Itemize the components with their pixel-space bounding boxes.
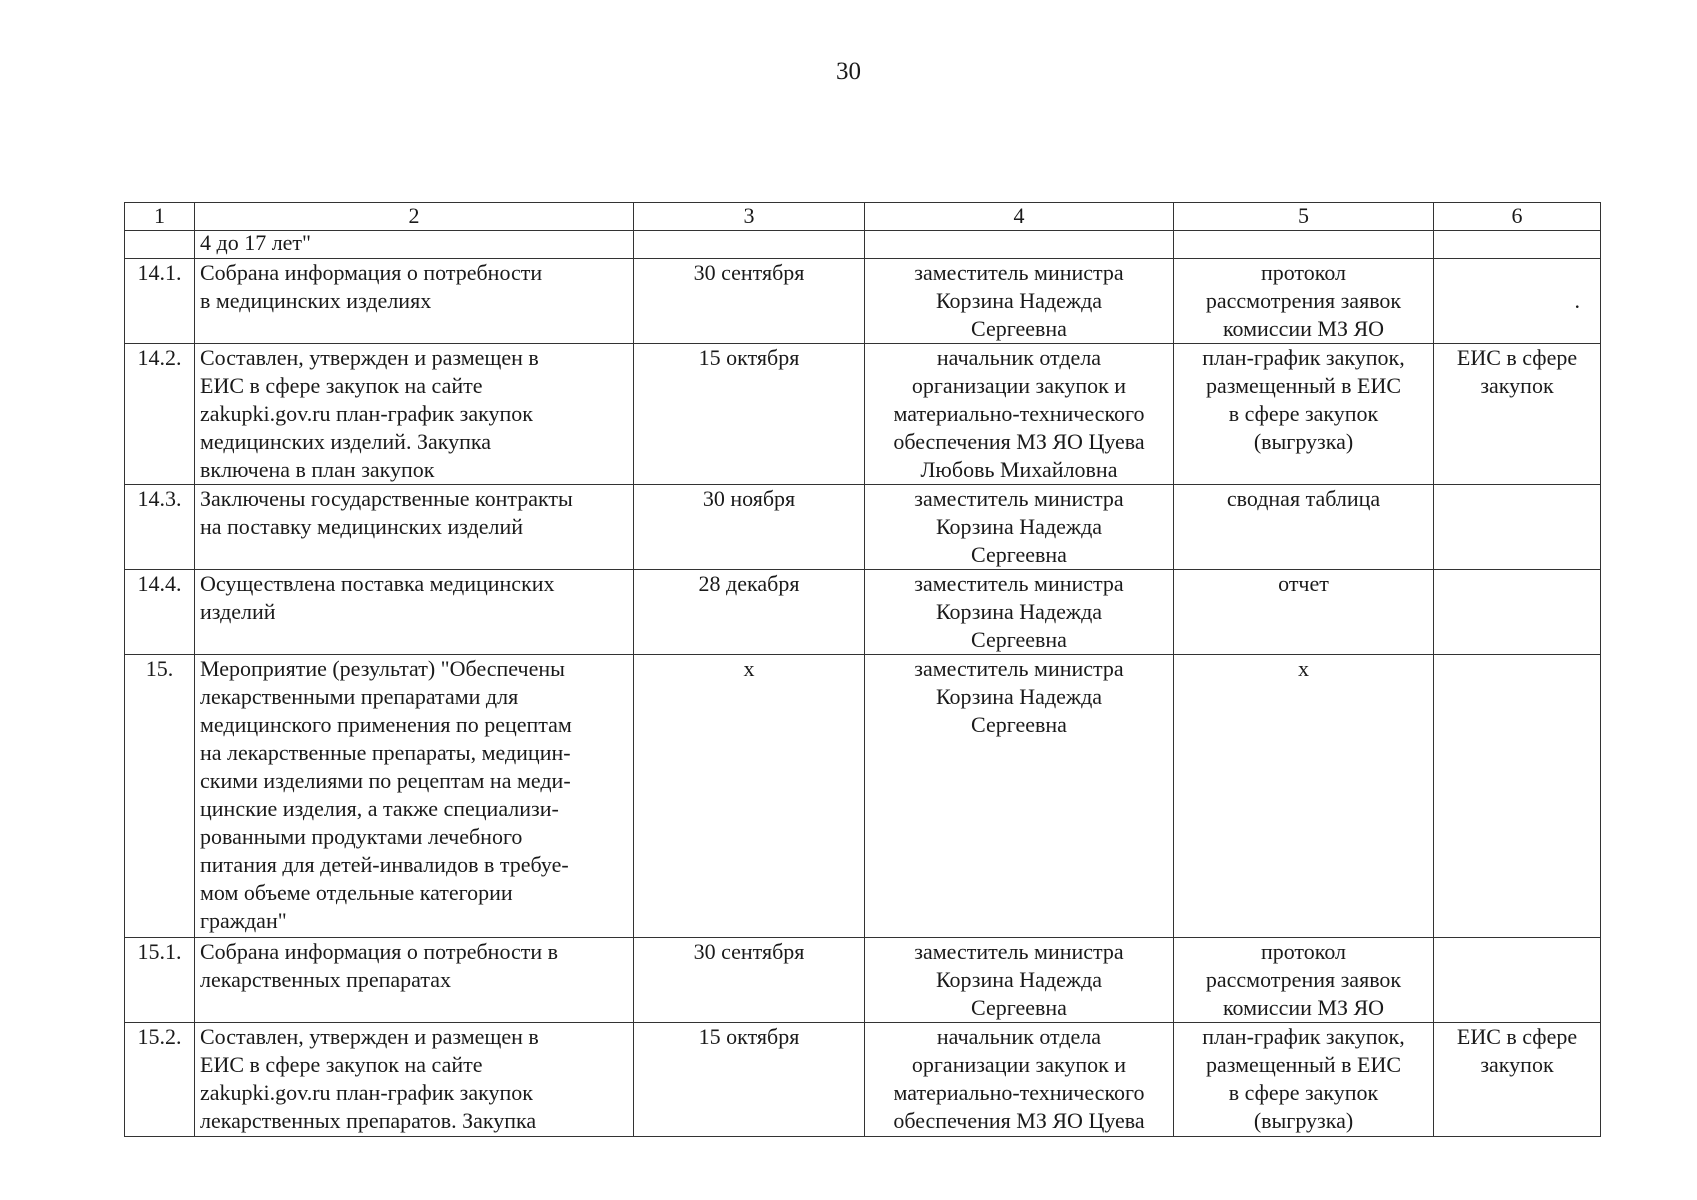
row-responsible-cell [865,344,1174,485]
column-number-header: 6 [1434,203,1601,231]
table-cell [634,231,865,259]
row-deadline: 30 сентября [634,259,865,344]
row-deadline: 15 октября [634,344,865,485]
row-text-cell [195,570,634,655]
row-description: Составлен, утвержден и размещен в ЕИС в сфере закупок на сайте zakupki.gov.ru план-график закупок лекарственных препаратов. Закупка [200,1024,539,1133]
row-system-cell [1434,344,1601,485]
plan-table [124,202,1601,1137]
row-document: протокол рассмотрения заявок комиссии МЗ ЯО [1205,939,1402,1020]
table-row [125,570,1601,655]
row-text-cell [195,655,634,938]
column-number-header: 3 [634,203,865,231]
row-document: план-график закупок, размещенный в ЕИС в сфере закупок (выгрузка) [1202,345,1405,454]
table-row [125,259,1601,344]
row-description: Собрана информация о потребности в медицинских изделиях [200,260,543,313]
row-document-cell [1174,938,1434,1023]
row-number: 15. [125,655,195,938]
table-row [125,485,1601,570]
row-responsible: заместитель министра Корзина Надежда Сергеевна [914,571,1124,652]
row-text-cell [195,344,634,485]
column-number-header: 1 [125,203,195,231]
row-responsible: начальник отдела организации закупок и материально-технического обеспечения МЗ ЯО Цуева Любовь Михайловна [893,345,1145,482]
table-cell [1434,231,1601,259]
row-deadline: 28 декабря [634,570,865,655]
row-description: Составлен, утвержден и размещен в ЕИС в сфере закупок на сайте zakupki.gov.ru план-график закупок медицинских изделий. Закупка включена в план закупок [200,345,539,482]
row-system-cell [1434,570,1601,655]
row-deadline: 30 сентября [634,938,865,1023]
row-deadline: 15 октября [634,1023,865,1137]
row-system-cell [1434,1023,1601,1137]
row-document: сводная таблица [1226,486,1381,511]
row-description: Мероприятие (результат) "Обеспечены лекарственными препаратами для медицинского применения по рецептам на лекарственные препараты, медицин- скими изделиями по рецептам на меди- цинские изделия, а также специализи- рованными продуктами лечебного питания для детей-инвалидов в требуе- мом объеме отдельные категории граждан" [200,656,572,933]
row-description: Собрана информация о потребности в лекарственных препаратах [200,939,559,992]
row-responsible: заместитель министра Корзина Надежда Сергеевна [914,939,1124,1020]
row-responsible: заместитель министра Корзина Надежда Сергеевна [914,656,1124,737]
row-document-cell [1174,485,1434,570]
row-document: план-график закупок, размещенный в ЕИС в сфере закупок (выгрузка) [1202,1024,1405,1133]
row-system-cell [1434,655,1601,938]
row-number: 14.4. [125,570,195,655]
row-document: х [1298,656,1309,681]
table-row [125,938,1601,1023]
table-row [125,1023,1601,1137]
row-system: . [1574,288,1580,313]
row-responsible-cell [865,485,1174,570]
row-description: Осуществлена поставка медицинских изделий [200,571,555,624]
continuation-row [125,231,1601,259]
row-responsible-cell [865,938,1174,1023]
row-number: 14.2. [125,344,195,485]
row-responsible-cell [865,259,1174,344]
row-deadline: 30 ноября [634,485,865,570]
row-text-cell [195,485,634,570]
row-text-cell [195,1023,634,1137]
row-document-cell [1174,1023,1434,1137]
row-number: 14.1. [125,259,195,344]
row-number: 14.3. [125,485,195,570]
row-document-cell [1174,344,1434,485]
row-system-cell [1434,485,1601,570]
row-document: протокол рассмотрения заявок комиссии МЗ ЯО [1205,260,1402,341]
table-row [125,655,1601,938]
table-cell [1174,231,1434,259]
row-system: ЕИС в сфере закупок [1456,345,1578,398]
row-responsible-cell [865,570,1174,655]
row-responsible-cell [865,655,1174,938]
row-text-cell [195,259,634,344]
row-responsible-cell [865,1023,1174,1137]
row-document-cell [1174,570,1434,655]
table-cell [125,231,195,259]
table-row [125,344,1601,485]
row-description: Заключены государственные контракты на поставку медицинских изделий [200,486,573,539]
row-document-cell [1174,259,1434,344]
column-number-header: 4 [865,203,1174,231]
continuation-text: 4 до 17 лет" [195,231,634,259]
page-number: 30 [836,58,861,85]
row-document-cell [1174,655,1434,938]
row-system-cell [1434,938,1601,1023]
row-responsible: начальник отдела организации закупок и материально-технического обеспечения МЗ ЯО Цуева [893,1024,1145,1133]
row-number: 15.1. [125,938,195,1023]
row-system: ЕИС в сфере закупок [1456,1024,1578,1077]
table-cell [865,231,1174,259]
row-responsible: заместитель министра Корзина Надежда Сергеевна [914,486,1124,567]
row-system-cell [1434,259,1601,344]
row-responsible: заместитель министра Корзина Надежда Сергеевна [914,260,1124,341]
row-number: 15.2. [125,1023,195,1137]
row-document: отчет [1278,571,1329,596]
table-header-row [125,203,1601,231]
row-text-cell [195,938,634,1023]
column-number-header: 5 [1174,203,1434,231]
row-deadline: х [634,655,865,938]
column-number-header: 2 [195,203,634,231]
